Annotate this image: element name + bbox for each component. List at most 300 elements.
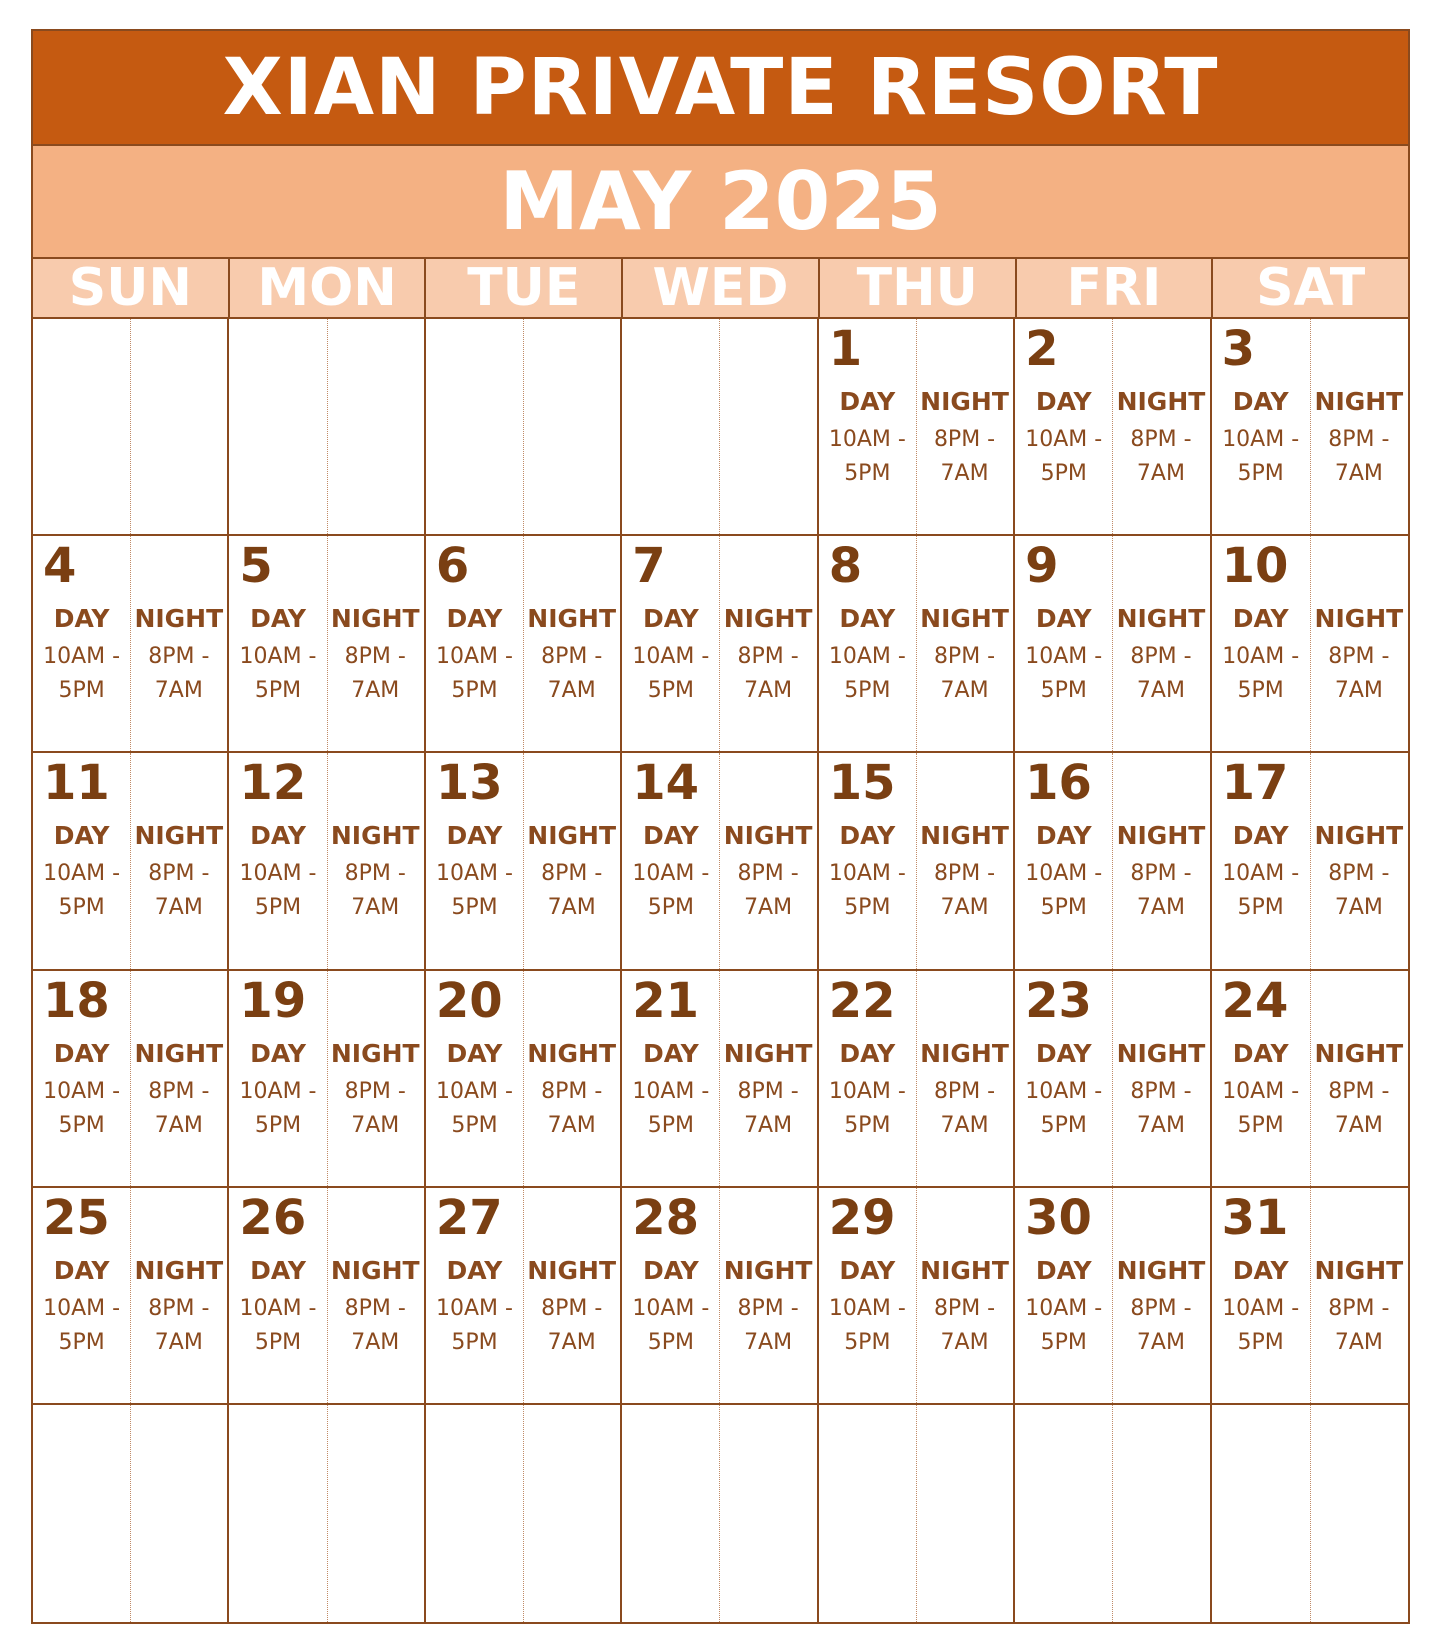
night-slot-time	[916, 1075, 1013, 1143]
day-slot-time	[426, 857, 523, 925]
day-slot	[819, 1039, 916, 1143]
day-slot	[33, 1256, 130, 1360]
day-slot-end: 5PM	[647, 895, 694, 921]
night-slot-label: NIGHT	[330, 604, 420, 634]
day-cell	[426, 536, 622, 753]
night-slot	[1112, 1039, 1209, 1143]
night-slot-end: 7AM	[940, 1329, 989, 1355]
night-slot-time	[1112, 1292, 1209, 1360]
day-number: 30	[1025, 1189, 1092, 1246]
day-number: 21	[632, 972, 700, 1029]
day-slot-start: 10AM -	[1025, 644, 1103, 670]
day-slot-start: 10AM -	[239, 861, 317, 887]
night-slot	[130, 1039, 227, 1143]
day-cell	[426, 1188, 622, 1405]
night-slot-end: 7AM	[744, 895, 793, 921]
day-slot-time	[819, 857, 916, 925]
empty-cell	[1015, 1405, 1211, 1622]
day-number: 14	[632, 755, 700, 812]
day-slot-start: 10AM -	[1025, 1295, 1103, 1321]
day-slot-time	[1212, 1075, 1310, 1143]
night-slot-time	[327, 1292, 424, 1360]
day-slot	[426, 821, 523, 925]
night-slot-end: 7AM	[940, 461, 989, 486]
night-slot-start: 8PM -	[933, 1295, 996, 1321]
day-slot	[819, 1256, 916, 1360]
night-slot-label: NIGHT	[1116, 387, 1206, 416]
day-slot-label: DAY	[250, 1255, 306, 1285]
night-slot-label: NIGHT	[1116, 821, 1206, 851]
day-slot-end: 5PM	[1040, 895, 1087, 921]
night-slot-start: 8PM -	[1130, 644, 1192, 670]
day-slot-start: 10AM -	[632, 1295, 710, 1321]
day-cell	[33, 753, 229, 970]
day-slot-start: 10AM -	[828, 644, 906, 670]
day-slot-end: 5PM	[844, 895, 891, 921]
day-slot-label: DAY	[1035, 1255, 1092, 1285]
resort-title: XIAN PRIVATE RESORT	[33, 31, 1408, 146]
night-slot-start: 8PM -	[737, 1078, 799, 1104]
day-slot-start: 10AM -	[1025, 1078, 1103, 1104]
day-slot-start: 10AM -	[239, 1295, 317, 1321]
day-number: 27	[435, 1189, 503, 1246]
day-slot-label: DAY	[1232, 387, 1289, 416]
day-number: 5	[239, 538, 273, 595]
night-slot-label: NIGHT	[1116, 1038, 1206, 1068]
calendar	[31, 29, 1410, 1624]
night-slot-start: 8PM -	[1328, 427, 1390, 452]
day-slot-label: DAY	[839, 1255, 896, 1285]
night-slot-label: NIGHT	[330, 1255, 420, 1285]
day-slot-end: 5PM	[451, 1112, 498, 1138]
day-number: 18	[43, 972, 110, 1029]
empty-cell	[426, 319, 622, 536]
night-slot-label: NIGHT	[134, 1038, 224, 1068]
day-slot-time	[1015, 857, 1112, 925]
day-slot-time	[229, 1075, 326, 1143]
night-slot-label: NIGHT	[920, 1255, 1009, 1285]
day-slot-time	[33, 1292, 130, 1360]
weekday-sat: SAT	[1256, 259, 1366, 317]
day-slot	[426, 604, 523, 708]
day-cell	[819, 971, 1015, 1188]
day-slot	[1212, 1039, 1310, 1143]
day-cell	[622, 971, 818, 1188]
day-slot-end: 5PM	[254, 678, 302, 704]
night-slot-time	[327, 1075, 424, 1143]
night-slot-time	[1310, 423, 1408, 491]
day-cell	[622, 1188, 818, 1405]
night-slot-time	[1112, 1075, 1209, 1143]
day-slot	[1212, 604, 1310, 708]
night-slot-start: 8PM -	[148, 644, 210, 670]
day-slot-end: 5PM	[1040, 1329, 1087, 1355]
day-slot-start: 10AM -	[828, 427, 906, 452]
empty-cell	[1212, 1405, 1408, 1622]
day-slot-start: 10AM -	[828, 1295, 906, 1321]
day-slot-end: 5PM	[1237, 461, 1284, 486]
night-slot-time	[1112, 423, 1209, 491]
day-slot-time	[1015, 640, 1112, 708]
day-number: 6	[435, 538, 470, 595]
night-slot-time	[719, 640, 816, 708]
day-number: 29	[828, 1189, 896, 1246]
night-slot-label: NIGHT	[723, 604, 813, 634]
night-slot-end: 7AM	[1136, 895, 1185, 921]
day-slot-end: 5PM	[1237, 895, 1284, 921]
night-slot-time	[916, 857, 1013, 925]
night-slot	[523, 821, 620, 925]
day-slot-time	[1212, 857, 1310, 925]
day-slot-end: 5PM	[1040, 1112, 1087, 1138]
day-cell	[1212, 971, 1408, 1188]
day-slot-label: DAY	[1035, 821, 1092, 851]
day-cell	[622, 753, 818, 970]
night-slot	[1112, 387, 1209, 491]
night-slot-time	[1310, 1292, 1408, 1360]
night-slot	[719, 1039, 816, 1143]
night-slot-end: 7AM	[940, 895, 989, 921]
night-slot-start: 8PM -	[344, 644, 406, 670]
night-slot-time	[719, 857, 816, 925]
day-slot	[229, 821, 326, 925]
day-cell	[819, 1188, 1015, 1405]
day-cell	[819, 319, 1015, 536]
day-slot	[622, 1256, 719, 1360]
calendar-grid	[33, 319, 1408, 1622]
night-slot-time	[523, 1075, 620, 1143]
night-slot	[1112, 1256, 1209, 1360]
day-slot-start: 10AM -	[435, 1078, 513, 1104]
day-slot-start: 10AM -	[43, 1295, 121, 1321]
night-slot-end: 7AM	[744, 1112, 793, 1138]
day-slot-label: DAY	[642, 1038, 699, 1068]
day-slot	[1015, 387, 1112, 491]
day-slot-end: 5PM	[1237, 1329, 1284, 1355]
day-slot-label: DAY	[839, 1038, 896, 1068]
weekday-sun: SUN	[33, 259, 230, 317]
weekday-mon: MON	[230, 259, 427, 317]
night-slot-label: NIGHT	[1314, 1038, 1404, 1068]
day-slot	[819, 821, 916, 925]
night-slot-label: NIGHT	[723, 1255, 813, 1285]
day-cell	[426, 753, 622, 970]
night-slot-time	[916, 423, 1013, 491]
night-slot	[916, 604, 1013, 708]
day-cell	[819, 536, 1015, 753]
night-slot	[327, 821, 424, 925]
day-number: 12	[239, 755, 307, 812]
day-slot	[229, 604, 326, 708]
day-slot-start: 10AM -	[1025, 861, 1103, 887]
day-slot-label: DAY	[1035, 604, 1092, 634]
day-number: 24	[1221, 972, 1289, 1029]
night-slot-time	[130, 1292, 227, 1360]
night-slot-time	[719, 1075, 816, 1143]
night-slot-start: 8PM -	[344, 1295, 406, 1321]
weekday-wed: WED	[623, 259, 820, 317]
night-slot-time	[1112, 640, 1209, 708]
day-slot	[33, 821, 130, 925]
day-slot-label: DAY	[250, 821, 306, 851]
day-number: 3	[1221, 321, 1255, 377]
night-slot-end: 7AM	[1136, 678, 1185, 704]
day-slot	[819, 604, 916, 708]
night-slot-time	[523, 640, 620, 708]
night-slot-end: 7AM	[547, 1112, 596, 1138]
night-slot-start: 8PM -	[541, 1078, 603, 1104]
day-slot-start: 10AM -	[828, 1078, 906, 1104]
day-number: 15	[828, 755, 896, 812]
day-slot-time	[229, 857, 326, 925]
day-slot	[1212, 1256, 1310, 1360]
night-slot	[916, 1256, 1013, 1360]
night-slot-label: NIGHT	[1314, 604, 1404, 634]
day-slot-end: 5PM	[647, 678, 694, 704]
day-slot-end: 5PM	[254, 895, 302, 921]
day-slot-start: 10AM -	[43, 1078, 121, 1104]
day-slot-start: 10AM -	[632, 644, 710, 670]
day-number: 9	[1025, 538, 1059, 595]
day-slot-label: DAY	[1232, 821, 1289, 851]
night-slot	[916, 1039, 1013, 1143]
day-slot-end: 5PM	[1237, 1112, 1284, 1138]
empty-cell	[33, 1405, 229, 1622]
night-slot-time	[1310, 640, 1408, 708]
day-slot-end: 5PM	[254, 1329, 302, 1355]
day-slot-start: 10AM -	[43, 644, 121, 670]
night-slot-label: NIGHT	[330, 1038, 420, 1068]
day-slot-label: DAY	[839, 821, 896, 851]
day-slot	[622, 821, 719, 925]
day-slot-label: DAY	[1232, 604, 1289, 634]
day-cell	[229, 753, 425, 970]
night-slot-start: 8PM -	[933, 1078, 996, 1104]
day-slot-time	[819, 1292, 916, 1360]
day-cell	[622, 536, 818, 753]
night-slot-end: 7AM	[1136, 1112, 1185, 1138]
day-slot-label: DAY	[53, 604, 110, 634]
night-slot-time	[1112, 857, 1209, 925]
day-slot-time	[426, 1292, 523, 1360]
day-slot-time	[622, 1075, 719, 1143]
day-slot	[1015, 1039, 1112, 1143]
day-slot-end: 5PM	[844, 1329, 891, 1355]
day-number: 28	[632, 1189, 700, 1246]
day-slot	[1212, 821, 1310, 925]
day-slot-end: 5PM	[254, 1112, 302, 1138]
night-slot-end: 7AM	[547, 1329, 596, 1355]
night-slot	[1310, 821, 1408, 925]
night-slot-end: 7AM	[154, 678, 203, 704]
night-slot-label: NIGHT	[1314, 1255, 1404, 1285]
day-cell	[33, 536, 229, 753]
night-slot-end: 7AM	[940, 1112, 989, 1138]
day-number: 19	[239, 972, 307, 1029]
night-slot-end: 7AM	[1334, 895, 1383, 921]
night-slot-label: NIGHT	[1116, 604, 1206, 634]
day-slot-time	[1212, 1292, 1310, 1360]
night-slot-label: NIGHT	[527, 821, 617, 851]
night-slot	[327, 1039, 424, 1143]
night-slot	[1112, 821, 1209, 925]
night-slot-time	[327, 857, 424, 925]
night-slot-start: 8PM -	[933, 427, 996, 452]
day-slot-end: 5PM	[1237, 678, 1284, 704]
month-title: MAY 2025	[33, 146, 1408, 259]
day-number: 10	[1221, 538, 1289, 595]
day-slot-end: 5PM	[58, 1329, 105, 1355]
night-slot-label: NIGHT	[134, 1255, 224, 1285]
night-slot-start: 8PM -	[1130, 1078, 1192, 1104]
night-slot-end: 7AM	[154, 1329, 203, 1355]
day-number: 16	[1025, 755, 1092, 812]
day-slot-label: DAY	[53, 1038, 110, 1068]
night-slot-time	[327, 640, 424, 708]
day-slot-end: 5PM	[1040, 461, 1087, 486]
night-slot-time	[130, 640, 227, 708]
night-slot-time	[130, 857, 227, 925]
day-slot-start: 10AM -	[632, 861, 710, 887]
night-slot-end: 7AM	[547, 678, 596, 704]
night-slot-label: NIGHT	[1116, 1255, 1206, 1285]
day-slot	[229, 1256, 326, 1360]
day-slot-end: 5PM	[451, 1329, 498, 1355]
day-slot-time	[622, 857, 719, 925]
day-slot-end: 5PM	[647, 1329, 694, 1355]
day-number: 22	[828, 972, 896, 1029]
night-slot-start: 8PM -	[933, 644, 996, 670]
night-slot-end: 7AM	[351, 678, 400, 704]
day-number: 1	[828, 321, 863, 377]
night-slot-time	[130, 1075, 227, 1143]
day-slot-end: 5PM	[844, 1112, 891, 1138]
day-cell	[1015, 753, 1211, 970]
day-cell	[1212, 753, 1408, 970]
day-slot-start: 10AM -	[435, 861, 513, 887]
night-slot-start: 8PM -	[344, 1078, 406, 1104]
day-slot-label: DAY	[839, 604, 896, 634]
day-cell	[1212, 319, 1408, 536]
day-number: 13	[435, 755, 503, 812]
day-number: 31	[1221, 1189, 1289, 1246]
day-slot-start: 10AM -	[828, 861, 906, 887]
day-slot-time	[819, 1075, 916, 1143]
night-slot-label: NIGHT	[134, 821, 224, 851]
day-slot-end: 5PM	[451, 678, 498, 704]
day-number: 25	[43, 1189, 110, 1246]
night-slot-label: NIGHT	[920, 604, 1009, 634]
day-cell	[229, 1188, 425, 1405]
night-slot-label: NIGHT	[330, 821, 420, 851]
day-slot-label: DAY	[446, 1255, 503, 1285]
weekday-fri: FRI	[1017, 259, 1214, 317]
night-slot	[916, 387, 1013, 491]
night-slot-time	[1310, 857, 1408, 925]
day-slot-time	[33, 857, 130, 925]
day-cell	[1015, 319, 1211, 536]
day-slot-label: DAY	[53, 1255, 110, 1285]
day-slot-start: 10AM -	[1222, 427, 1300, 452]
night-slot-start: 8PM -	[1328, 861, 1390, 887]
day-slot-label: DAY	[839, 387, 896, 416]
day-number: 26	[239, 1189, 307, 1246]
night-slot-label: NIGHT	[527, 604, 617, 634]
day-slot	[426, 1039, 523, 1143]
day-slot-time	[819, 423, 916, 491]
night-slot-end: 7AM	[351, 895, 400, 921]
night-slot	[916, 821, 1013, 925]
day-slot-time	[1212, 423, 1310, 491]
night-slot	[327, 604, 424, 708]
day-slot-time	[622, 640, 719, 708]
night-slot-time	[523, 857, 620, 925]
day-number: 11	[43, 755, 110, 812]
night-slot-end: 7AM	[1334, 1329, 1383, 1355]
night-slot-end: 7AM	[1334, 678, 1383, 704]
empty-cell	[229, 1405, 425, 1622]
day-slot	[426, 1256, 523, 1360]
night-slot	[1310, 604, 1408, 708]
night-slot-label: NIGHT	[723, 821, 813, 851]
day-number: 23	[1025, 972, 1092, 1029]
day-slot-time	[1212, 640, 1310, 708]
day-slot-label: DAY	[446, 821, 503, 851]
night-slot-start: 8PM -	[541, 644, 603, 670]
empty-cell	[622, 1405, 818, 1622]
empty-cell	[819, 1405, 1015, 1622]
day-slot	[1015, 1256, 1112, 1360]
night-slot	[1310, 1256, 1408, 1360]
day-slot-time	[229, 1292, 326, 1360]
day-cell	[33, 971, 229, 1188]
night-slot-start: 8PM -	[344, 861, 406, 887]
night-slot-start: 8PM -	[1130, 1295, 1192, 1321]
day-slot	[1015, 604, 1112, 708]
day-number: 2	[1025, 321, 1059, 377]
night-slot-start: 8PM -	[148, 861, 210, 887]
night-slot	[130, 821, 227, 925]
night-slot-end: 7AM	[744, 1329, 793, 1355]
night-slot	[719, 821, 816, 925]
day-slot-time	[426, 640, 523, 708]
night-slot-start: 8PM -	[737, 644, 799, 670]
night-slot-start: 8PM -	[933, 861, 996, 887]
night-slot-end: 7AM	[547, 895, 596, 921]
night-slot-time	[523, 1292, 620, 1360]
day-slot	[33, 1039, 130, 1143]
night-slot-start: 8PM -	[541, 861, 603, 887]
day-slot-end: 5PM	[844, 678, 891, 704]
day-slot	[1212, 387, 1310, 491]
night-slot	[1310, 387, 1408, 491]
day-cell	[1212, 1188, 1408, 1405]
night-slot-time	[916, 1292, 1013, 1360]
day-slot-time	[426, 1075, 523, 1143]
day-slot-time	[819, 640, 916, 708]
night-slot	[1310, 1039, 1408, 1143]
night-slot	[523, 604, 620, 708]
night-slot-label: NIGHT	[920, 1038, 1009, 1068]
day-slot-start: 10AM -	[1025, 427, 1103, 452]
weekday-thu: THU	[820, 259, 1017, 317]
night-slot-start: 8PM -	[1328, 1295, 1390, 1321]
night-slot-time	[1310, 1075, 1408, 1143]
day-slot-label: DAY	[446, 604, 503, 634]
day-slot-start: 10AM -	[239, 1078, 317, 1104]
day-cell	[819, 753, 1015, 970]
night-slot-label: NIGHT	[920, 821, 1009, 851]
